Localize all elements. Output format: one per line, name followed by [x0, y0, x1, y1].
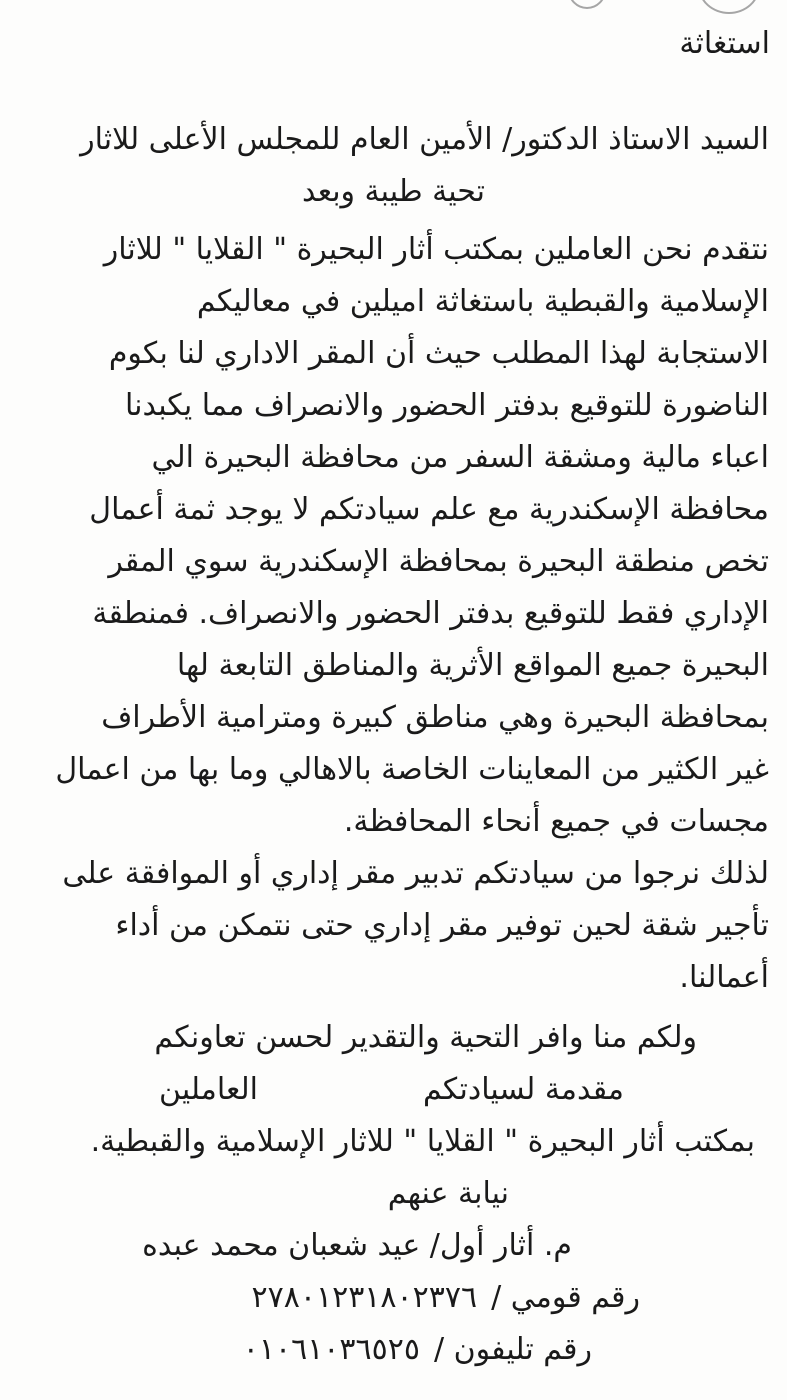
greeting-line: تحية طيبة وبعد [301, 174, 486, 209]
national-id-line [0, 1272, 787, 1324]
national-id-value: ٢٧٨٠١٢٣١٨٠٢٣٧٦ [251, 1280, 478, 1315]
closing-salutation-line: ولكم منا وافر التحية والتقدير لحسن تعاونكم [154, 1020, 697, 1055]
body-line-4: الناضورة للتوقيع بدفتر الحضور والانصراف مما يكبدنا [125, 388, 769, 423]
body-line-15: أعمالنا. [679, 960, 769, 995]
presenters-label: العاملين [158, 1072, 258, 1107]
addressee-line: السيد الاستاذ الدكتور/ الأمين العام للمجلس الأعلى للاثار [80, 122, 769, 157]
body-line-6: محافظة الإسكندرية مع علم سيادتكم لا يوجد ثمة أعمال [89, 492, 769, 527]
body-line-8: الإداري فقط للتوقيع بدفتر الحضور والانصراف. فمنطقة [92, 596, 769, 631]
body-line-13: لذلك نرجوا من سيادتكم تدبير مقر إداري أو الموافقة على [62, 856, 769, 891]
presenters-continuation-line: بمكتب أثار البحيرة " القلايا " للاثار الإسلامية والقبطية. [90, 1124, 755, 1159]
scan-artifact-arc-large [698, 0, 760, 14]
on-behalf-line: نيابة عنهم [387, 1176, 509, 1211]
body-line-10: بمحافظة البحيرة وهي مناطق كبيرة ومترامية الأطراف [101, 700, 769, 735]
national-id-label: رقم قومي / [491, 1280, 640, 1315]
phone-number-line [0, 1324, 787, 1376]
body-line-7: تخص منطقة البحيرة بمحافظة الإسكندرية سوي المقر [108, 544, 769, 579]
body-line-9: البحيرة جميع المواقع الأثرية والمناطق التابعة لها [176, 648, 769, 683]
body-line-12: مجسات في جميع أنحاء المحافظة. [343, 804, 769, 839]
body-line-14: تأجير شقة لحين توفير مقر إداري حتى نتمكن من أداء [115, 908, 769, 943]
document-title: استغاثة [679, 26, 770, 61]
body-paragraph [0, 224, 787, 1004]
body-line-2: الإسلامية والقبطية باستغاثة اميلين في معاليكم [196, 284, 769, 319]
body-line-1: نتقدم نحن العاملين بمكتب أثار البحيرة " القلايا " للاثار [103, 232, 769, 267]
signature-presented-row [0, 1064, 787, 1116]
signatory-name-line: م. أثار أول/ عيد شعبان محمد عبده [142, 1228, 572, 1263]
body-line-3: الاستجابة لهذا المطلب حيث أن المقر الاداري لنا بكوم [108, 336, 769, 371]
presented-by-label: مقدمة لسيادتكم [422, 1072, 624, 1107]
phone-label: رقم تليفون / [433, 1332, 592, 1367]
scan-artifact-arc-small [568, 0, 606, 9]
body-line-11: غير الكثير من المعاينات الخاصة بالاهالي وما بها من اعمال [55, 752, 769, 787]
phone-value: ٠١٠٦١٠٣٦٥٢٥ [242, 1332, 420, 1367]
body-line-5: اعباء مالية ومشقة السفر من محافظة البحيرة الي [151, 440, 769, 475]
